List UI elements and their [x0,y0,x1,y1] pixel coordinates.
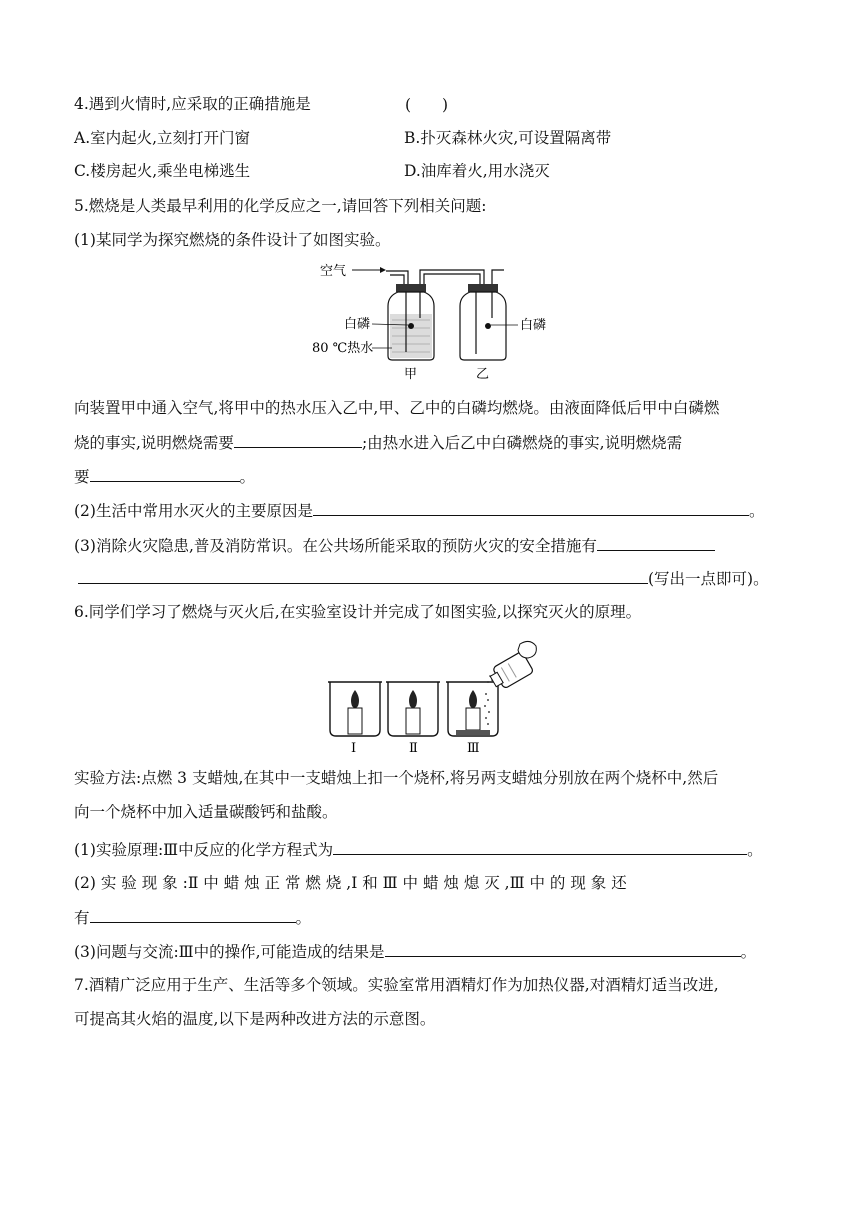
q5-blank-1[interactable] [234,431,362,448]
q6-part3-end: 。 [740,943,757,961]
figure-label-hot-water: 80 ℃热水 [312,341,374,356]
q6-blank-1[interactable] [333,838,747,855]
q5-part2 [74,499,764,522]
q5-blank-4b[interactable] [78,567,648,584]
q5-part3-text: (3)消除火灾隐患,普及消防常识。在公共场所能采取的预防火灾的安全措施有 [74,537,597,555]
figure-label-air: 空气 [320,264,347,279]
q4-option-d: D.油库着火,用水浇灭 [404,162,550,180]
q5-blank-3[interactable] [313,499,749,516]
q6-part1-text: (1)实验原理:Ⅲ中反应的化学方程式为 [74,841,334,859]
q6-blank-3[interactable] [385,940,741,957]
q5-text-line2-part1: 烧的事实,说明燃烧需要 [74,434,234,452]
q4-option-a: A.室内起火,立刻打开门窗 [74,129,251,147]
q6-part2-line2 [74,906,311,929]
q6-part3-text: (3)问题与交流:Ⅲ中的操作,可能造成的结果是 [74,943,385,961]
q6-part1 [74,838,763,861]
q5-part2-end: 。 [748,502,765,520]
q5-part3-end: (写出一点即可)。 [648,570,769,588]
q5-part3-line2 [78,567,769,590]
q6-part3 [74,940,756,963]
q6-part1-end: 。 [747,841,763,859]
q4-option-b: B.扑灭森林火灾,可设置隔离带 [404,129,612,147]
figure-label-white-phosphorus-left: 白磷 [344,317,371,332]
combustion-apparatus-figure [308,258,558,384]
q5-blank-4a[interactable] [597,534,715,551]
q6-stem: 6.同学们学习了燃烧与灭火后,在实验室设计并完成了如图实验,以探究灭火的原理。 [74,603,642,621]
q6-part2-end: 。 [295,909,312,927]
q5-part2-text: (2)生活中常用水灭火的主要原因是 [74,502,313,520]
q4-answer-paren[interactable]: ( ) [405,96,449,114]
bottle-jia-stopper [396,284,426,292]
q6-part2-line1: (2) 实 验 现 象 :Ⅱ 中 蜡 烛 正 常 燃 烧 ,Ⅰ 和 Ⅲ 中 蜡 烛 熄 灭 ,Ⅲ 中 的 现 象 还 [74,874,627,892]
q4-stem: 4.遇到火情时,应采取的正确措施是 [74,95,311,113]
q5-text-line2 [74,431,682,454]
q5-text-line3-part2: 。 [239,468,256,486]
beaker-label-3: Ⅲ [467,741,480,756]
q5-blank-2[interactable] [90,465,240,482]
q5-text-line2-part2: ;由热水进入后乙中白磷燃烧的事实,说明燃烧需 [361,434,683,452]
bottle-yi-stopper [468,284,498,292]
candle-beakers-figure [322,636,540,756]
q6-blank-2[interactable] [90,906,296,923]
q6-method-line2: 向一个烧杯中加入适量碳酸钙和盐酸。 [74,803,338,821]
q6-part2-text: 有 [74,909,90,927]
q7-stem-line2: 可提高其火焰的温度,以下是两种改进方法的示意图。 [74,1010,436,1028]
q7-stem-line1: 7.酒精广泛应用于生产、生活等多个领域。实验室常用酒精灯作为加热仪器,对酒精灯适当改进, [74,976,719,994]
beaker-label-1: Ⅰ [351,741,357,756]
figure-label-jia: 甲 [404,367,418,382]
q5-text-line1: 向装置甲中通入空气,将甲中的热水压入乙中,甲、乙中的白磷均燃烧。由液面降低后甲中白磷燃 [74,399,720,417]
q5-stem: 5.燃烧是人类最早利用的化学反应之一,请回答下列相关问题: [74,197,487,215]
q5-text-line3-part1: 要 [74,468,90,486]
q5-part1-intro: (1)某同学为探究燃烧的条件设计了如图实验。 [74,231,391,249]
figure-label-yi: 乙 [476,367,490,382]
beaker-label-2: Ⅱ [409,741,418,756]
q4-option-c: C.楼房起火,乘坐电梯逃生 [74,162,251,180]
q5-part3-line1 [74,534,715,557]
figure-label-white-phosphorus-right: 白磷 [520,318,547,333]
q6-method-line1: 实验方法:点燃 3 支蜡烛,在其中一支蜡烛上扣一个烧杯,将另两支蜡烛分别放在两个烧杯中,然后 [74,769,719,787]
q5-text-line3 [74,465,255,488]
